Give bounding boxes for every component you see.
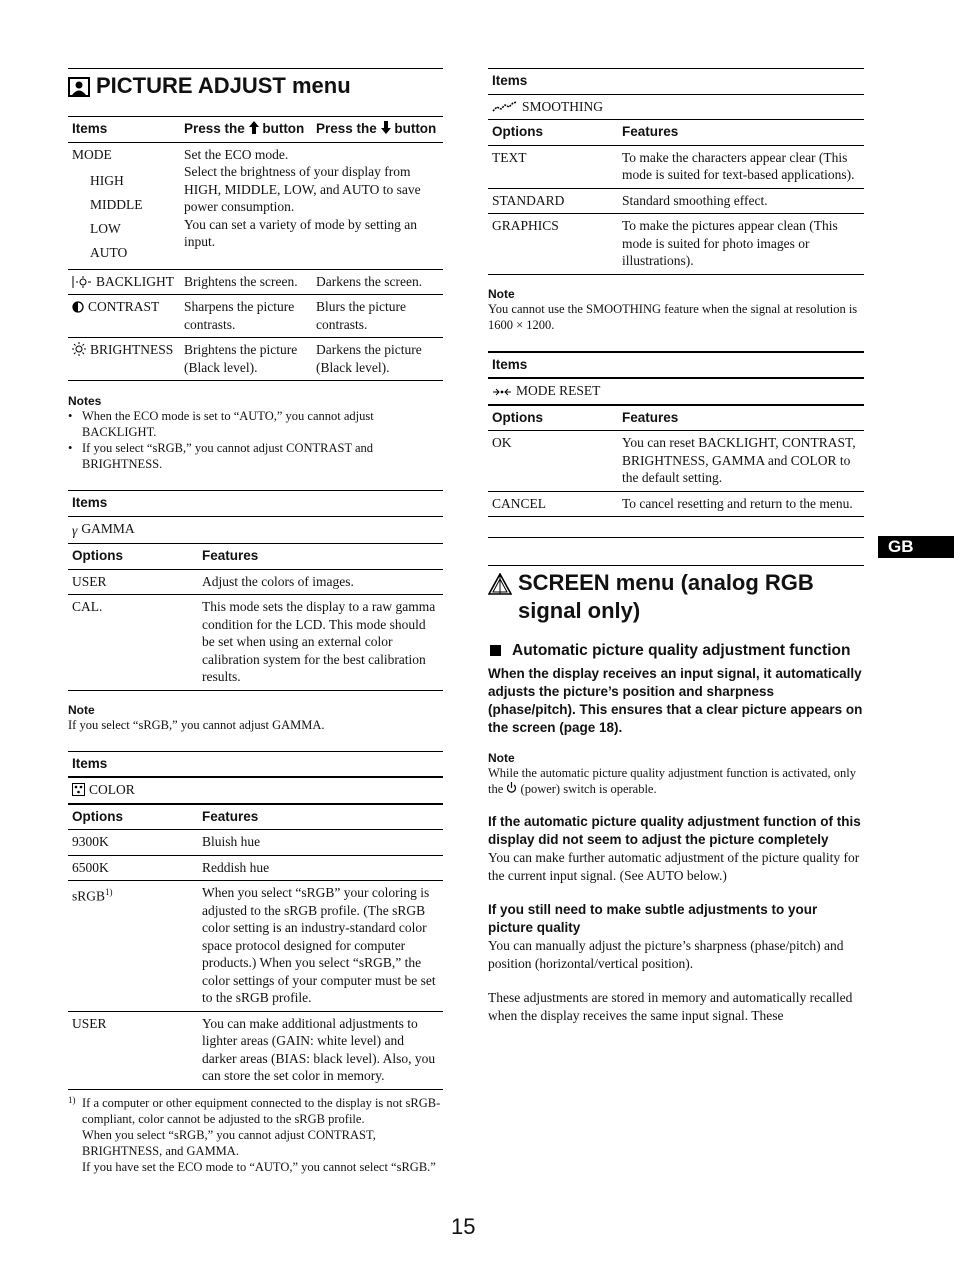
paragraph: You can make further automatic adjustment of the picture quality for the current input signal. (See AUTO below.) xyxy=(488,850,860,883)
picture-adjust-table xyxy=(68,116,443,381)
option-cell: GRAPHICS xyxy=(492,218,559,233)
option-cell: CANCEL xyxy=(492,495,546,511)
table-row xyxy=(68,295,443,338)
up-effect: Sharpens the picture contrasts. xyxy=(180,295,312,338)
smoothing-label: SMOOTHING xyxy=(522,98,603,114)
option-cell: USER xyxy=(72,1015,107,1031)
square-bullet-icon xyxy=(490,645,501,656)
table-row xyxy=(68,269,443,295)
items-header: Items xyxy=(68,751,443,777)
feature-cell: To make the characters appear clear (This mode is suited for text-based applications). xyxy=(618,145,864,188)
feature-cell: Bluish hue xyxy=(198,830,443,856)
options-header: Options xyxy=(68,804,198,830)
auto-adjust-heading xyxy=(488,641,864,661)
table-row xyxy=(68,1011,443,1089)
col-up: Press the button xyxy=(180,117,312,143)
features-header: Features xyxy=(618,405,864,431)
page-number: 15 xyxy=(451,1214,476,1239)
mode-reset-label: MODE RESET xyxy=(516,383,601,398)
option-cell: sRGB xyxy=(72,888,106,904)
down-effect: Darkens the picture (Black level). xyxy=(316,342,422,375)
options-header: Options xyxy=(488,405,618,431)
col-down: Press the button xyxy=(312,117,443,143)
note-item: • When the ECO mode is set to “AUTO,” you cannot adjust BACKLIGHT. xyxy=(68,408,443,440)
mode-high: HIGH xyxy=(90,172,124,188)
feature-cell: You can make additional adjustments to lighter areas (GAIN: white level) and darker areas (BIAS: black level). Also, you can store the set color in memory. xyxy=(202,1015,436,1083)
items-header: Items xyxy=(488,352,864,379)
footnote-mark: 1) xyxy=(68,1094,76,1105)
features-header: Features xyxy=(198,804,443,830)
table-row xyxy=(68,142,443,269)
note-text: If you select “sRGB,” you cannot adjust GAMMA. xyxy=(68,717,325,732)
option-cell: 9300K xyxy=(68,830,198,856)
table-row xyxy=(488,214,864,275)
feature-cell: Reddish hue xyxy=(198,855,443,881)
smoothing-icon xyxy=(492,101,518,113)
picture-adjust-icon xyxy=(68,76,90,104)
table-row xyxy=(68,830,443,856)
divider xyxy=(488,537,864,538)
up-arrow-icon xyxy=(249,121,259,134)
auto-adjust-title: Automatic picture quality adjustment function xyxy=(512,642,851,659)
backlight-icon xyxy=(72,276,92,288)
up-effect: Brightens the picture (Black level). xyxy=(184,342,298,375)
mode-desc: You can set a variety of mode by setting an input. xyxy=(184,216,417,249)
table-row xyxy=(488,431,864,492)
footnote-line: When you select “sRGB,” you cannot adjust CONTRAST, BRIGHTNESS, and GAMMA. xyxy=(82,1127,376,1158)
note-item: • If you select “sRGB,” you cannot adjust CONTRAST and BRIGHTNESS. xyxy=(68,440,443,472)
table-row xyxy=(488,491,864,517)
picture-adjust-heading xyxy=(68,68,443,104)
option-cell: CAL. xyxy=(72,599,103,614)
note-title: Note xyxy=(488,751,515,765)
feature-cell: Standard smoothing effect. xyxy=(618,188,864,214)
up-effect: Brightens the screen. xyxy=(180,269,312,295)
down-effect: Blurs the picture contrasts. xyxy=(312,295,443,338)
mode-low: LOW xyxy=(90,220,121,236)
options-header: Options xyxy=(68,544,198,570)
feature-cell: You can reset BACKLIGHT, CONTRAST, BRIGHTNESS, GAMMA and COLOR to the default setting. xyxy=(618,431,864,492)
screen-icon xyxy=(488,573,512,602)
item-label: CONTRAST xyxy=(88,299,160,314)
smoothing-table xyxy=(488,68,864,275)
features-header: Features xyxy=(618,120,864,146)
note-title: Note xyxy=(488,286,515,301)
feature-cell: To cancel resetting and return to the menu. xyxy=(622,495,853,511)
features-header: Features xyxy=(198,544,443,570)
gamma-table xyxy=(68,490,443,691)
option-cell: 6500K xyxy=(68,855,198,881)
color-label: COLOR xyxy=(89,782,135,797)
color-table xyxy=(68,751,443,1090)
mode-desc: Set the ECO mode. xyxy=(184,146,289,162)
table-row xyxy=(488,145,864,188)
options-header: Options xyxy=(488,120,618,146)
item-label: BACKLIGHT xyxy=(96,273,174,289)
table-row xyxy=(488,188,864,214)
feature-cell: This mode sets the display to a raw gamma condition for the LCD. This mode should be set when using an external color calibration system for the best calibration results. xyxy=(202,599,436,684)
feature-cell: When you select “sRGB” your coloring is adjusted to the sRGB profile. (The sRGB color setting is an industry-standard color space protocol designed for computer products.) When you select “sRGB,” the color settings of your computer must be set to the sRGB profile. xyxy=(198,881,443,1012)
option-cell: TEXT xyxy=(488,145,618,188)
table-row xyxy=(68,855,443,881)
subheading: If the automatic picture quality adjustment function of this display did not seem to adjust the picture completely xyxy=(488,814,861,847)
mode-reset-icon xyxy=(492,387,512,397)
power-note: While the automatic picture quality adjustment function is activated, only the (power) switch is operable. xyxy=(488,766,856,796)
items-header: Items xyxy=(68,491,443,517)
mode-item: MODE xyxy=(72,146,112,162)
paragraph: You can manually adjust the picture’s sharpness (phase/pitch) and position (horizontal/vertical position). xyxy=(488,938,844,971)
option-cell: STANDARD xyxy=(488,188,618,214)
feature-cell: Adjust the colors of images. xyxy=(198,569,443,595)
option-cell: OK xyxy=(488,431,618,492)
notes-title: Notes xyxy=(68,394,102,408)
col-items: Items xyxy=(68,117,180,143)
gamma-icon: γ xyxy=(72,522,78,538)
down-effect: Darkens the screen. xyxy=(312,269,443,295)
footnote-line: If a computer or other equipment connected to the display is not sRGB-compliant, color cannot be adjusted to the sRGB profile. xyxy=(82,1095,441,1126)
table-row xyxy=(68,595,443,691)
table-row xyxy=(68,569,443,595)
item-label: BRIGHTNESS xyxy=(90,342,174,357)
mode-reset-table xyxy=(488,351,864,518)
mode-middle: MIDDLE xyxy=(90,196,143,212)
screen-menu-title: SCREEN menu (analog RGB signal only) xyxy=(518,570,814,623)
brightness-icon xyxy=(72,342,86,356)
footnote-line: If you have set the ECO mode to “AUTO,” you cannot select “sRGB.” xyxy=(82,1159,436,1174)
left-column xyxy=(68,68,443,1175)
footnote xyxy=(68,1095,443,1175)
right-column xyxy=(488,68,864,1025)
picture-adjust-title: PICTURE ADJUST menu xyxy=(96,73,351,98)
language-tab: GB xyxy=(878,536,954,558)
screen-menu-heading xyxy=(488,565,864,625)
mode-desc: Select the brightness of your display from HIGH, MIDDLE, LOW, and AUTO to save power consumption. xyxy=(184,164,421,214)
gamma-label: GAMMA xyxy=(81,520,135,536)
option-cell: USER xyxy=(68,569,198,595)
items-header: Items xyxy=(488,69,864,95)
footnote-ref: 1) xyxy=(105,887,113,897)
subheading: If you still need to make subtle adjustments to your picture quality xyxy=(488,902,818,935)
note-text: You cannot use the SMOOTHING feature when the signal at resolution is 1600 × 1200. xyxy=(488,301,858,332)
paragraph: These adjustments are stored in memory and automatically recalled when the display receives the same input signal. These xyxy=(488,990,853,1023)
mode-auto: AUTO xyxy=(90,244,128,260)
table-row xyxy=(68,881,443,1012)
power-icon xyxy=(506,782,517,794)
color-icon xyxy=(72,783,85,796)
feature-cell: To make the pictures appear clean (This mode is suited for photo images or illustrations). xyxy=(622,218,838,268)
down-arrow-icon xyxy=(381,121,391,134)
table-row xyxy=(68,338,443,381)
note-title: Note xyxy=(68,702,95,717)
auto-adjust-body: When the display receives an input signal, it automatically adjusts the picture’s position and sharpness (phase/pitch). This ensures that a clear picture appears on the screen (page 18). xyxy=(488,666,863,735)
contrast-icon xyxy=(72,301,84,313)
